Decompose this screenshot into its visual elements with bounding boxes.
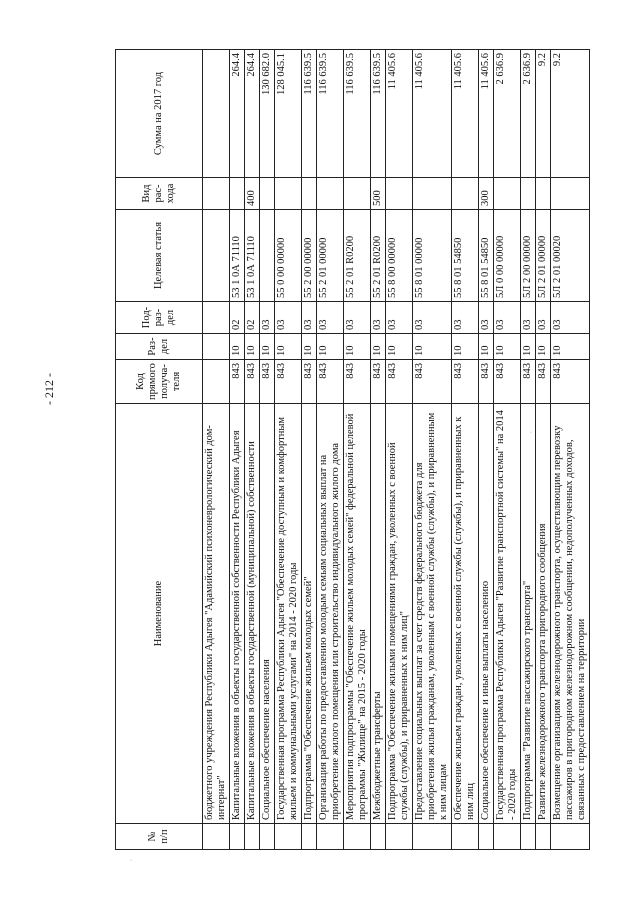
cell-subsection: 03 bbox=[317, 302, 344, 334]
cell-code: 843 bbox=[536, 360, 551, 404]
header-section: Раз-дел bbox=[116, 334, 203, 360]
cell-num bbox=[230, 824, 245, 850]
cell-article: 55 8 01 00000 bbox=[413, 210, 452, 302]
cell-section: 10 bbox=[230, 334, 245, 360]
cell-name: бюджетного учреждения Республики Адыгея "Адамийский психоневрологический дом-интернат" bbox=[203, 404, 230, 824]
cell-name: Государственная программа Республики Адыгея "Развитие транспортной системы" на 2014 - 2020 годы bbox=[494, 404, 521, 824]
cell-name: Социальное обеспечение населения bbox=[260, 404, 275, 824]
cell-type bbox=[317, 178, 344, 210]
cell-type bbox=[536, 178, 551, 210]
cell-num bbox=[317, 824, 344, 850]
cell-sum: 2 636.9 bbox=[521, 50, 536, 178]
cell-subsection: 03 bbox=[479, 302, 494, 334]
cell-section: 10 bbox=[536, 334, 551, 360]
cell-name: Капитальные вложения в объекты государственной (муниципальной) собственности bbox=[245, 404, 260, 824]
cell-sum: 11 405.6 bbox=[386, 50, 413, 178]
cell-code: 843 bbox=[275, 360, 302, 404]
cell-sum: 11 405.6 bbox=[413, 50, 452, 178]
cell-article: 55 2 01 R0200 bbox=[344, 210, 371, 302]
cell-section: 10 bbox=[302, 334, 317, 360]
cell-subsection: 02 bbox=[230, 302, 245, 334]
cell-section: 10 bbox=[371, 334, 386, 360]
cell-code: 843 bbox=[386, 360, 413, 404]
cell-name: Подпрограмма "Развитие пассажирского транспорта" bbox=[521, 404, 536, 824]
cell-sum: 2 636.9 bbox=[494, 50, 521, 178]
table-row bbox=[494, 50, 521, 850]
cell-article: 5Л 0 00 00000 bbox=[494, 210, 521, 302]
cell-subsection: 03 bbox=[344, 302, 371, 334]
cell-sum: 116 639.5 bbox=[317, 50, 344, 178]
cell-section: 10 bbox=[452, 334, 479, 360]
cell-article: 55 8 00 00000 bbox=[386, 210, 413, 302]
cell-section: 10 bbox=[275, 334, 302, 360]
header-num: № п/п bbox=[116, 824, 203, 850]
cell-sum: 11 405.6 bbox=[479, 50, 494, 178]
cell-article bbox=[203, 210, 230, 302]
cell-subsection: 03 bbox=[302, 302, 317, 334]
cell-section: 10 bbox=[317, 334, 344, 360]
cell-code: 843 bbox=[344, 360, 371, 404]
cell-section: 10 bbox=[245, 334, 260, 360]
cell-article: 53 1 0А 71110 bbox=[245, 210, 260, 302]
cell-section: 10 bbox=[494, 334, 521, 360]
cell-sum: 9.2 bbox=[551, 50, 590, 178]
cell-sum: 128 045.1 bbox=[275, 50, 302, 178]
table-row bbox=[452, 50, 479, 850]
cell-num bbox=[302, 824, 317, 850]
cell-subsection: 03 bbox=[536, 302, 551, 334]
table-row bbox=[521, 50, 536, 850]
header-subsection: Под-раз-дел bbox=[116, 302, 203, 334]
cell-article: 53 1 0А 71110 bbox=[230, 210, 245, 302]
cell-name: Мероприятия подпрограммы "Обеспечение жильем молодых семей" федеральной целевой программы "Жилище" на 2015 - 2020 годы bbox=[344, 404, 371, 824]
cell-code: 843 bbox=[260, 360, 275, 404]
cell-num bbox=[260, 824, 275, 850]
cell-num bbox=[521, 824, 536, 850]
table-row bbox=[317, 50, 344, 850]
cell-name: Капитальные вложения в объекты государственной собственности Республики Адыгея bbox=[230, 404, 245, 824]
cell-sum: 116 639.5 bbox=[302, 50, 317, 178]
rotated-page bbox=[115, 50, 590, 850]
cell-code: 843 bbox=[479, 360, 494, 404]
cell-type bbox=[344, 178, 371, 210]
cell-article: 55 0 00 00000 bbox=[275, 210, 302, 302]
cell-num bbox=[413, 824, 452, 850]
cell-subsection: 03 bbox=[386, 302, 413, 334]
cell-code: 843 bbox=[302, 360, 317, 404]
cell-code: 843 bbox=[521, 360, 536, 404]
table-row bbox=[386, 50, 413, 850]
cell-name: Подпрограмма "Обеспечение жилыми помещениями граждан, уволенных с военной службы (службы), и приравненных к ним лиц" bbox=[386, 404, 413, 824]
budget-table bbox=[115, 49, 590, 850]
cell-name: Социальное обеспечение и иные выплаты населению bbox=[479, 404, 494, 824]
cell-type bbox=[551, 178, 590, 210]
cell-type: 500 bbox=[371, 178, 386, 210]
table-row bbox=[344, 50, 371, 850]
cell-sum: 116 639.5 bbox=[344, 50, 371, 178]
cell-type bbox=[260, 178, 275, 210]
table-row bbox=[413, 50, 452, 850]
cell-sum: 264.4 bbox=[245, 50, 260, 178]
table-row bbox=[230, 50, 245, 850]
cell-num bbox=[551, 824, 590, 850]
cell-section: 10 bbox=[551, 334, 590, 360]
cell-num bbox=[245, 824, 260, 850]
cell-article: 55 8 01 54850 bbox=[479, 210, 494, 302]
table-header-row bbox=[116, 50, 203, 850]
table-row bbox=[260, 50, 275, 850]
cell-code: 843 bbox=[551, 360, 590, 404]
cell-section: 10 bbox=[413, 334, 452, 360]
page-number: - 212 - bbox=[42, 373, 56, 405]
table-body bbox=[203, 50, 590, 850]
cell-code: 843 bbox=[230, 360, 245, 404]
cell-num bbox=[536, 824, 551, 850]
cell-subsection: 03 bbox=[521, 302, 536, 334]
cell-type bbox=[413, 178, 452, 210]
cell-type bbox=[302, 178, 317, 210]
table-row bbox=[302, 50, 317, 850]
cell-name: Предоставление социальных выплат за счет средств федерального бюджета для приобретения жилья гражданам, уволенным с военной службы (службы), и приравненным к ним лицам bbox=[413, 404, 452, 824]
cell-code: 843 bbox=[413, 360, 452, 404]
cell-num bbox=[371, 824, 386, 850]
cell-name: Организация работы по предоставлению молодым семьям социальных выплат на приобретение жилого помещения или строительство индивидуального жилого дома bbox=[317, 404, 344, 824]
cell-num bbox=[494, 824, 521, 850]
cell-article: 5Л 2 01 00000 bbox=[536, 210, 551, 302]
cell-article: 55 2 01 R0200 bbox=[371, 210, 386, 302]
cell-name: Возмещение организациям железнодорожного транспорта, осуществляющим перевозку пассажиров в пригородном железнодорожном сообщении, недополученных доходов, связанных с предоставлением на территории bbox=[551, 404, 590, 824]
cell-section: 10 bbox=[521, 334, 536, 360]
cell-num bbox=[203, 824, 230, 850]
cell-type: 400 bbox=[245, 178, 260, 210]
cell-type bbox=[494, 178, 521, 210]
cell-article: 5Л 2 01 00020 bbox=[551, 210, 590, 302]
cell-article: 5Л 2 00 00000 bbox=[521, 210, 536, 302]
cell-name: Развитие железнодорожного транспорта пригородного сообщения bbox=[536, 404, 551, 824]
cell-name: Государственная программа Республики Адыгея "Обеспечение доступным и комфортным жильем и коммунальными услугами" на 2014 - 2020 годы bbox=[275, 404, 302, 824]
cell-name: Обеспечение жильем граждан, уволенных с военной службы (службы), и приравненных к ним лиц bbox=[452, 404, 479, 824]
cell-sum: 264.4 bbox=[230, 50, 245, 178]
cell-num bbox=[452, 824, 479, 850]
cell-type bbox=[230, 178, 245, 210]
cell-code: 843 bbox=[245, 360, 260, 404]
cell-article: 55 8 01 54850 bbox=[452, 210, 479, 302]
scan-mark: · bbox=[530, 430, 532, 436]
cell-name: Подпрограмма "Обеспечение жильем молодых семей" bbox=[302, 404, 317, 824]
table-row bbox=[371, 50, 386, 850]
header-code: Код прямого получа-теля bbox=[116, 360, 203, 404]
cell-code bbox=[203, 360, 230, 404]
cell-subsection: 03 bbox=[494, 302, 521, 334]
cell-code: 843 bbox=[317, 360, 344, 404]
table-row bbox=[479, 50, 494, 850]
cell-subsection: 02 bbox=[245, 302, 260, 334]
cell-sum: 9.2 bbox=[536, 50, 551, 178]
cell-sum: 11 405.6 bbox=[452, 50, 479, 178]
cell-num bbox=[275, 824, 302, 850]
cell-subsection: 03 bbox=[275, 302, 302, 334]
cell-subsection: 03 bbox=[371, 302, 386, 334]
scan-mark: · bbox=[130, 858, 132, 864]
cell-type bbox=[521, 178, 536, 210]
cell-section: 10 bbox=[344, 334, 371, 360]
table-row bbox=[536, 50, 551, 850]
cell-subsection: 03 bbox=[452, 302, 479, 334]
cell-sum: 116 639.5 bbox=[371, 50, 386, 178]
header-sum: Сумма на 2017 год bbox=[116, 50, 203, 178]
table-row bbox=[245, 50, 260, 850]
cell-code: 843 bbox=[371, 360, 386, 404]
cell-sum: 130 682.0 bbox=[260, 50, 275, 178]
cell-section: 10 bbox=[386, 334, 413, 360]
cell-subsection: 03 bbox=[413, 302, 452, 334]
table-row bbox=[551, 50, 590, 850]
cell-subsection bbox=[203, 302, 230, 334]
cell-subsection: 03 bbox=[551, 302, 590, 334]
cell-type bbox=[275, 178, 302, 210]
cell-num bbox=[386, 824, 413, 850]
cell-name: Межбюджетные трансферты bbox=[371, 404, 386, 824]
table-row bbox=[275, 50, 302, 850]
cell-type: 300 bbox=[479, 178, 494, 210]
cell-type bbox=[203, 178, 230, 210]
cell-section: 10 bbox=[479, 334, 494, 360]
header-article: Целевая статья bbox=[116, 210, 203, 302]
header-type: Вид рас-хода bbox=[116, 178, 203, 210]
header-name: Наименование bbox=[116, 404, 203, 824]
cell-section: 10 bbox=[260, 334, 275, 360]
cell-article bbox=[260, 210, 275, 302]
cell-code: 843 bbox=[494, 360, 521, 404]
cell-num bbox=[479, 824, 494, 850]
cell-code: 843 bbox=[452, 360, 479, 404]
table-row bbox=[203, 50, 230, 850]
cell-section bbox=[203, 334, 230, 360]
cell-article: 55 2 00 00000 bbox=[302, 210, 317, 302]
cell-type bbox=[452, 178, 479, 210]
cell-sum bbox=[203, 50, 230, 178]
cell-type bbox=[386, 178, 413, 210]
cell-article: 55 2 01 00000 bbox=[317, 210, 344, 302]
cell-subsection: 03 bbox=[260, 302, 275, 334]
cell-num bbox=[344, 824, 371, 850]
